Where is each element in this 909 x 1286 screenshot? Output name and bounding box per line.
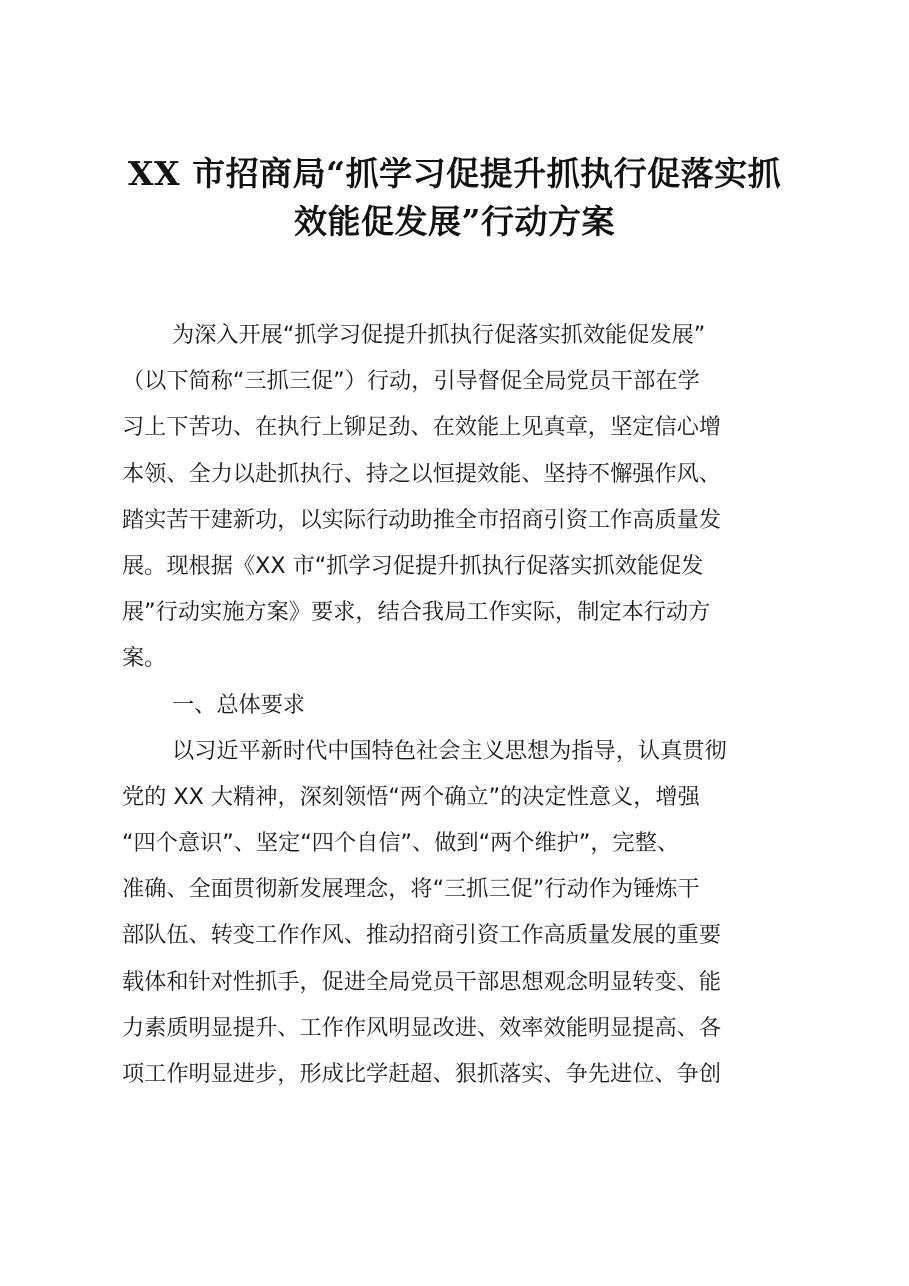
paragraph-line: 踏实苦干建新功，以实际行动助推全市招商引资工作高质量发 (122, 506, 722, 533)
paragraph-line: “四个意识”、坚定“四个自信”、做到“两个维护”，完整、 (122, 830, 680, 857)
paragraph-line: 习上下苦功、在执行上铆足劲、在效能上见真章，坚定信心增 (122, 414, 722, 441)
paragraph-line: 准确、全面贯彻新发展理念，将“三抓三促”行动作为锤炼干 (122, 876, 700, 903)
paragraph-line: 为深入开展“抓学习促提升抓执行促落实抓效能促发展” (172, 322, 706, 348)
document-body (122, 312, 822, 1097)
paragraph-line: 载体和针对性抓手，促进全局党员干部思想观念明显转变、能 (122, 968, 722, 995)
intro-paragraph (122, 312, 822, 682)
paragraph-line: 部队伍、转变工作作风、推动招商引资工作高质量发展的重要 (122, 922, 722, 949)
paragraph-line: 展”行动实施方案》要求，结合我局工作实际，制定本行动方 (122, 599, 711, 626)
section-heading: 一、总体要求 (172, 691, 306, 718)
paragraph-line: 案。 (122, 645, 167, 672)
paragraph-line: 党的 XX 大精神，深刻领悟“两个确立”的决定性意义，增强 (122, 783, 700, 810)
paragraph-line: 本领、全力以赴抓执行、持之以恒提效能、坚持不懈强作风、 (122, 460, 722, 487)
paragraph-line: 力素质明显提升、工作作风明显改进、效率效能明显提高、各 (122, 1014, 722, 1041)
title-line-1: XX 市招商局“抓学习促提升抓执行促落实抓 (127, 154, 782, 193)
paragraph-line: （以下简称“三抓三促”）行动，引导督促全局党员干部在学 (122, 368, 700, 395)
document-title (0, 150, 909, 246)
paragraph-line: 展。现根据《XX 市“抓学习促提升抓执行促落实抓效能促发 (122, 552, 704, 579)
title-line-2: 效能促发展”行动方案 (294, 202, 615, 241)
paragraph-line: 项工作明显进步，形成比学赶超、狠抓落实、争先进位、争创 (122, 1061, 722, 1087)
paragraph-line: 以习近平新时代中国特色社会主义思想为指导，认真贯彻 (172, 737, 727, 764)
section1-paragraph (122, 728, 822, 1098)
